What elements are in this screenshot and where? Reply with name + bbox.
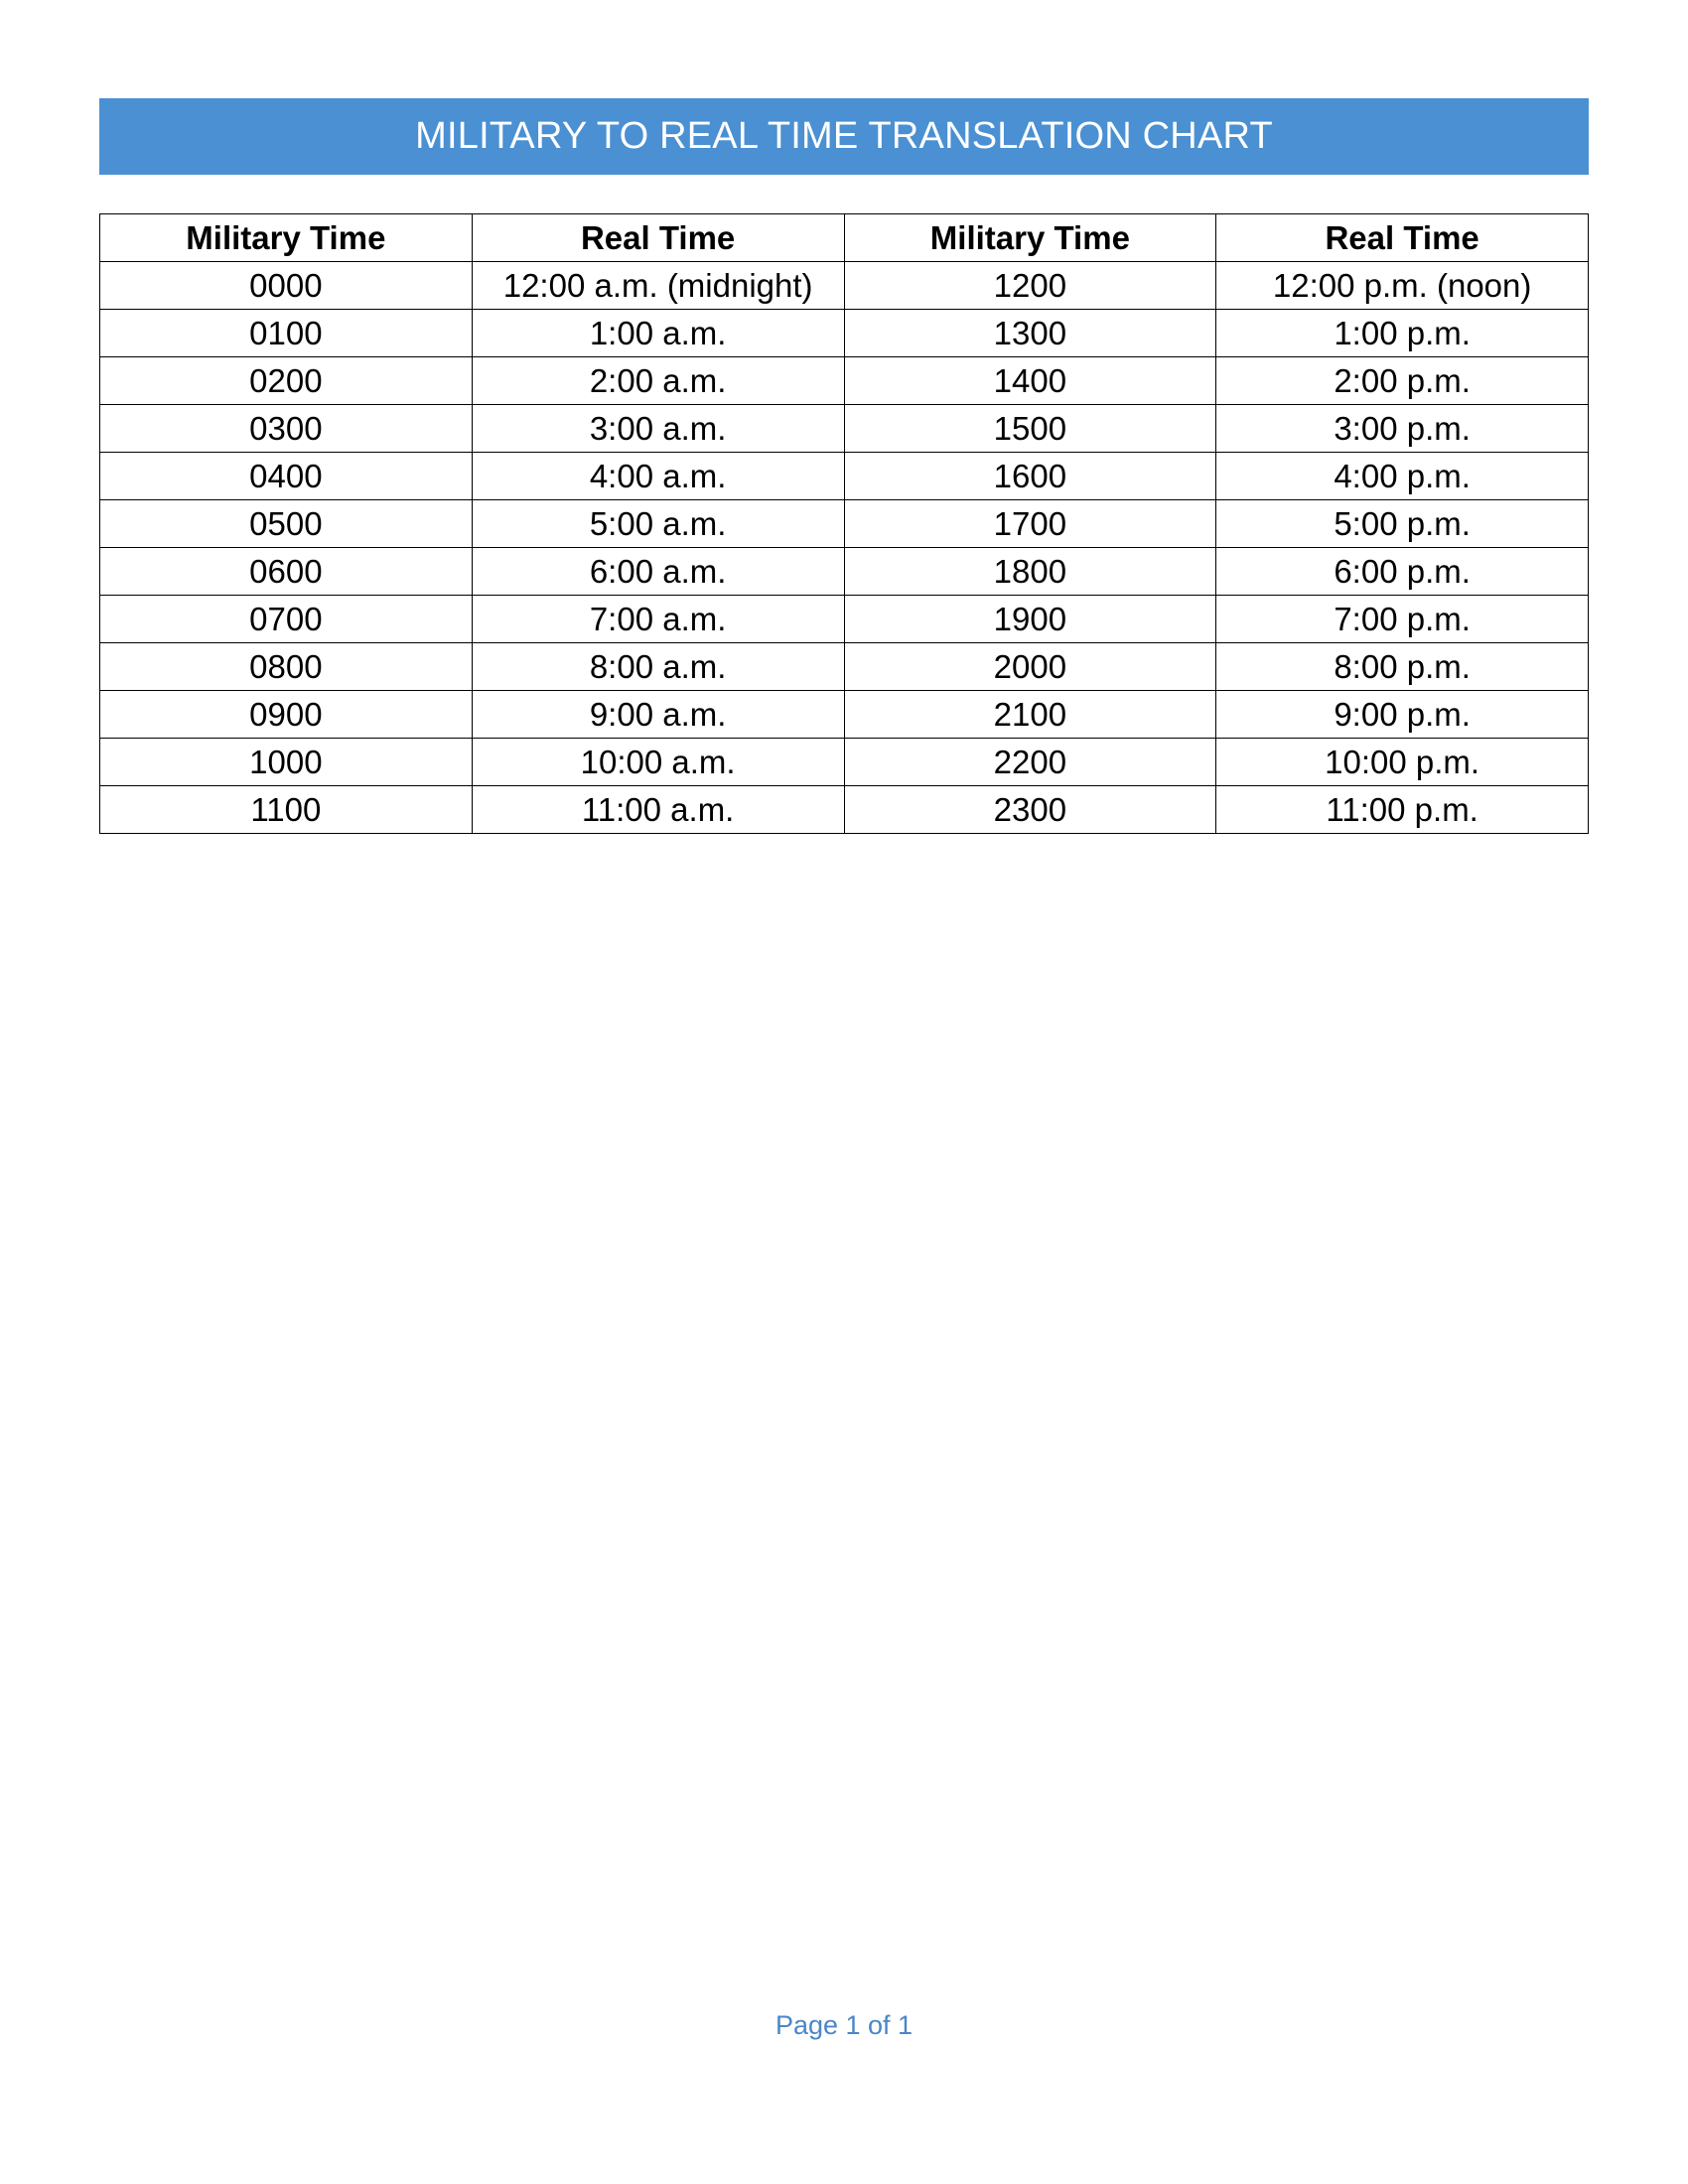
real-time-cell: 1:00 a.m. xyxy=(472,310,844,357)
military-time-cell: 1800 xyxy=(844,548,1216,596)
military-time-cell: 0900 xyxy=(100,691,473,739)
military-time-cell: 1600 xyxy=(844,453,1216,500)
military-time-cell: 0500 xyxy=(100,500,473,548)
military-time-cell: 0100 xyxy=(100,310,473,357)
real-time-cell: 10:00 a.m. xyxy=(472,739,844,786)
column-header-military-time: Military Time xyxy=(100,214,473,262)
table-row xyxy=(100,310,1589,357)
page-number: Page 1 of 1 xyxy=(774,2010,914,2040)
military-time-cell: 2000 xyxy=(844,643,1216,691)
table-header-row xyxy=(100,214,1589,262)
real-time-cell: 4:00 a.m. xyxy=(472,453,844,500)
column-header-military-time: Military Time xyxy=(844,214,1216,262)
real-time-cell: 3:00 p.m. xyxy=(1216,405,1589,453)
military-time-cell: 0700 xyxy=(100,596,473,643)
table-body xyxy=(100,262,1589,834)
real-time-cell: 2:00 a.m. xyxy=(472,357,844,405)
military-time-cell: 1500 xyxy=(844,405,1216,453)
table-row xyxy=(100,691,1589,739)
military-time-cell: 0000 xyxy=(100,262,473,310)
real-time-cell: 6:00 p.m. xyxy=(1216,548,1589,596)
military-time-cell: 1900 xyxy=(844,596,1216,643)
real-time-cell: 7:00 a.m. xyxy=(472,596,844,643)
military-time-cell: 0200 xyxy=(100,357,473,405)
military-time-cell: 1200 xyxy=(844,262,1216,310)
title-banner xyxy=(99,98,1589,175)
military-time-cell: 1400 xyxy=(844,357,1216,405)
real-time-cell: 4:00 p.m. xyxy=(1216,453,1589,500)
military-time-cell: 1300 xyxy=(844,310,1216,357)
conversion-table xyxy=(99,213,1589,834)
military-time-cell: 2300 xyxy=(844,786,1216,834)
real-time-cell: 5:00 p.m. xyxy=(1216,500,1589,548)
table-row xyxy=(100,786,1589,834)
real-time-cell: 8:00 a.m. xyxy=(472,643,844,691)
table-row xyxy=(100,739,1589,786)
column-header-real-time: Real Time xyxy=(1216,214,1589,262)
military-time-cell: 1700 xyxy=(844,500,1216,548)
real-time-cell: 11:00 p.m. xyxy=(1216,786,1589,834)
military-time-cell: 2100 xyxy=(844,691,1216,739)
military-time-cell: 0400 xyxy=(100,453,473,500)
military-time-cell: 0800 xyxy=(100,643,473,691)
table-row xyxy=(100,262,1589,310)
table-row xyxy=(100,357,1589,405)
real-time-cell: 10:00 p.m. xyxy=(1216,739,1589,786)
table-row xyxy=(100,548,1589,596)
real-time-cell: 5:00 a.m. xyxy=(472,500,844,548)
military-time-cell: 0300 xyxy=(100,405,473,453)
real-time-cell: 12:00 p.m. (noon) xyxy=(1216,262,1589,310)
real-time-cell: 9:00 a.m. xyxy=(472,691,844,739)
page-title: MILITARY TO REAL TIME TRANSLATION CHART xyxy=(415,115,1273,157)
military-time-cell: 1000 xyxy=(100,739,473,786)
table-row xyxy=(100,453,1589,500)
military-time-cell: 2200 xyxy=(844,739,1216,786)
military-time-cell: 0600 xyxy=(100,548,473,596)
real-time-cell: 6:00 a.m. xyxy=(472,548,844,596)
table-row xyxy=(100,643,1589,691)
military-time-cell: 1100 xyxy=(100,786,473,834)
real-time-cell: 9:00 p.m. xyxy=(1216,691,1589,739)
real-time-cell: 1:00 p.m. xyxy=(1216,310,1589,357)
table-row xyxy=(100,405,1589,453)
table-row xyxy=(100,596,1589,643)
real-time-cell: 2:00 p.m. xyxy=(1216,357,1589,405)
real-time-cell: 3:00 a.m. xyxy=(472,405,844,453)
real-time-cell: 11:00 a.m. xyxy=(472,786,844,834)
table-row xyxy=(100,500,1589,548)
real-time-cell: 7:00 p.m. xyxy=(1216,596,1589,643)
real-time-cell: 8:00 p.m. xyxy=(1216,643,1589,691)
column-header-real-time: Real Time xyxy=(472,214,844,262)
real-time-cell: 12:00 a.m. (midnight) xyxy=(472,262,844,310)
